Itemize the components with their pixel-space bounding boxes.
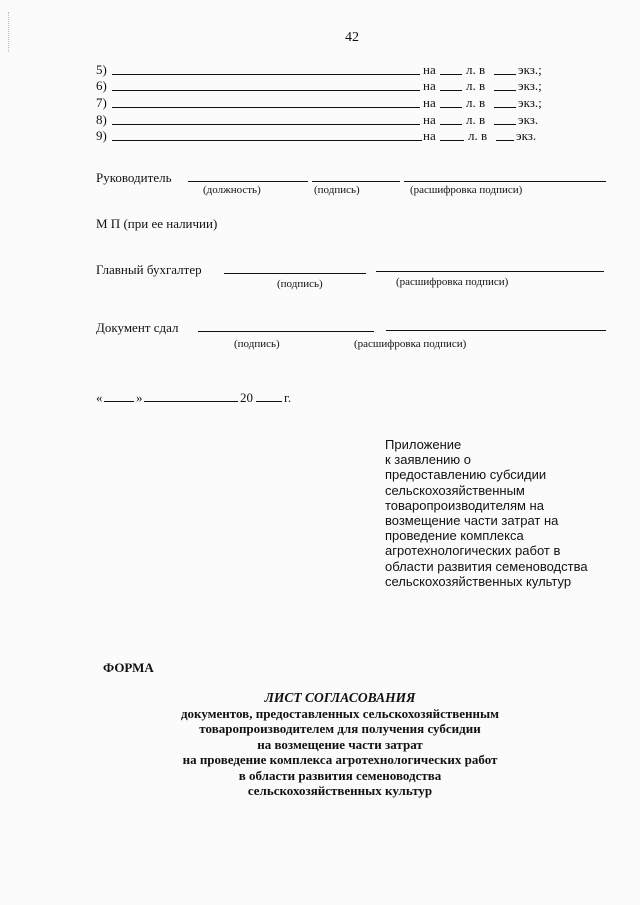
appendix-note	[385, 437, 615, 589]
title-line: на проведение комплекса агротехнологических работ	[182, 752, 498, 767]
row-na: на	[423, 128, 436, 143]
row-copies-line[interactable]	[494, 90, 516, 91]
row-na: на	[423, 95, 436, 110]
row-ekz: экз.	[516, 128, 537, 143]
document-title: ЛИСТ СОГЛАСОВАНИЯ	[264, 690, 416, 705]
row-fill-line[interactable]	[112, 124, 420, 125]
date-year-line[interactable]	[256, 401, 282, 402]
appendix-line: агротехнологических работ в	[385, 543, 561, 559]
row-copies-line[interactable]	[494, 107, 516, 108]
head-label: Руководитель	[96, 170, 172, 185]
appendix-line: возмещение части затрат на	[385, 513, 559, 529]
row-lv: л. в	[466, 112, 486, 127]
row-copies-line[interactable]	[494, 74, 516, 75]
row-pages-line[interactable]	[440, 107, 462, 108]
row-number: 9)	[96, 128, 107, 143]
row-ekz: экз.;	[518, 62, 542, 77]
submitter-label: Документ сдал	[96, 320, 179, 335]
appendix-line: сельскохозяйственных культур	[385, 573, 572, 589]
row-pages-line[interactable]	[440, 74, 462, 75]
head-position-line[interactable]	[188, 181, 308, 182]
title-line: документов, предоставленных сельскохозяйственным	[180, 705, 500, 721]
row-lv: л. в	[466, 78, 486, 93]
row-ekz: экз.;	[518, 95, 542, 110]
row-ekz: экз.;	[518, 78, 542, 93]
appendix-line: к заявлению о	[385, 452, 471, 468]
row-lv: л. в	[468, 128, 488, 143]
appendix-line: товаропроизводителям на	[385, 497, 544, 513]
date-year-suffix: г.	[284, 390, 292, 405]
row-fill-line[interactable]	[112, 107, 420, 108]
appendix-line: сельскохозяйственным	[385, 482, 525, 498]
appendix-line: проведение комплекса	[385, 528, 524, 544]
row-pages-line[interactable]	[440, 140, 464, 141]
accountant-decoding-line[interactable]	[376, 271, 604, 272]
row-copies-line[interactable]	[496, 140, 514, 141]
row-lv: л. в	[466, 95, 486, 110]
row-ekz: экз.	[518, 112, 539, 127]
date-close-quote: »	[136, 390, 143, 405]
row-na: на	[423, 112, 436, 127]
accountant-signature-line[interactable]	[224, 273, 366, 274]
date-month-line[interactable]	[144, 401, 238, 402]
row-lv: л. в	[466, 62, 486, 77]
head-position-caption: (должность)	[203, 184, 261, 196]
title-line: на возмещение части затрат	[257, 736, 423, 752]
date-open-quote: «	[96, 390, 103, 405]
submitter-signature-caption: (подпись)	[234, 338, 280, 350]
head-signature-caption: (подпись)	[314, 184, 360, 196]
accountant-label: Главный бухгалтер	[96, 262, 202, 277]
accountant-decoding-caption: (расшифровка подписи)	[396, 276, 509, 288]
scan-margin-marks	[8, 12, 15, 52]
submitter-decoding-line[interactable]	[386, 330, 606, 331]
row-na: на	[423, 62, 436, 77]
row-pages-line[interactable]	[440, 90, 462, 91]
head-signature-line[interactable]	[312, 181, 400, 182]
row-fill-line[interactable]	[112, 74, 420, 75]
row-number: 7)	[96, 95, 107, 110]
submitter-decoding-caption: (расшифровка подписи)	[354, 338, 467, 350]
head-decoding-line[interactable]	[404, 181, 606, 182]
row-fill-line[interactable]	[112, 90, 420, 91]
title-line: в области развития семеноводства	[238, 767, 442, 783]
title-line: сельскохозяйственных культур	[247, 783, 433, 798]
row-copies-line[interactable]	[494, 124, 516, 125]
row-na: на	[423, 78, 436, 93]
page-number: 42	[345, 30, 359, 45]
row-number: 6)	[96, 78, 107, 93]
title-line: товаропроизводителем для получения субсидии	[199, 721, 481, 736]
accountant-signature-caption: (подпись)	[277, 278, 323, 290]
form-label: ФОРМА	[103, 660, 154, 675]
approval-sheet-title	[140, 690, 540, 799]
appendix-line: области развития семеноводства	[385, 558, 588, 574]
row-number: 5)	[96, 62, 107, 77]
row-pages-line[interactable]	[440, 124, 462, 125]
appendix-line: предоставлению субсидии	[385, 467, 547, 483]
appendix-line: Приложение	[385, 437, 462, 452]
date-year-prefix: 20	[240, 390, 253, 405]
stamp-note: М П (при ее наличии)	[96, 216, 218, 231]
submitter-signature-line[interactable]	[198, 331, 374, 332]
row-number: 8)	[96, 112, 107, 127]
date-day-line[interactable]	[104, 401, 134, 402]
head-decoding-caption: (расшифровка подписи)	[410, 184, 523, 196]
row-fill-line[interactable]	[112, 140, 422, 141]
